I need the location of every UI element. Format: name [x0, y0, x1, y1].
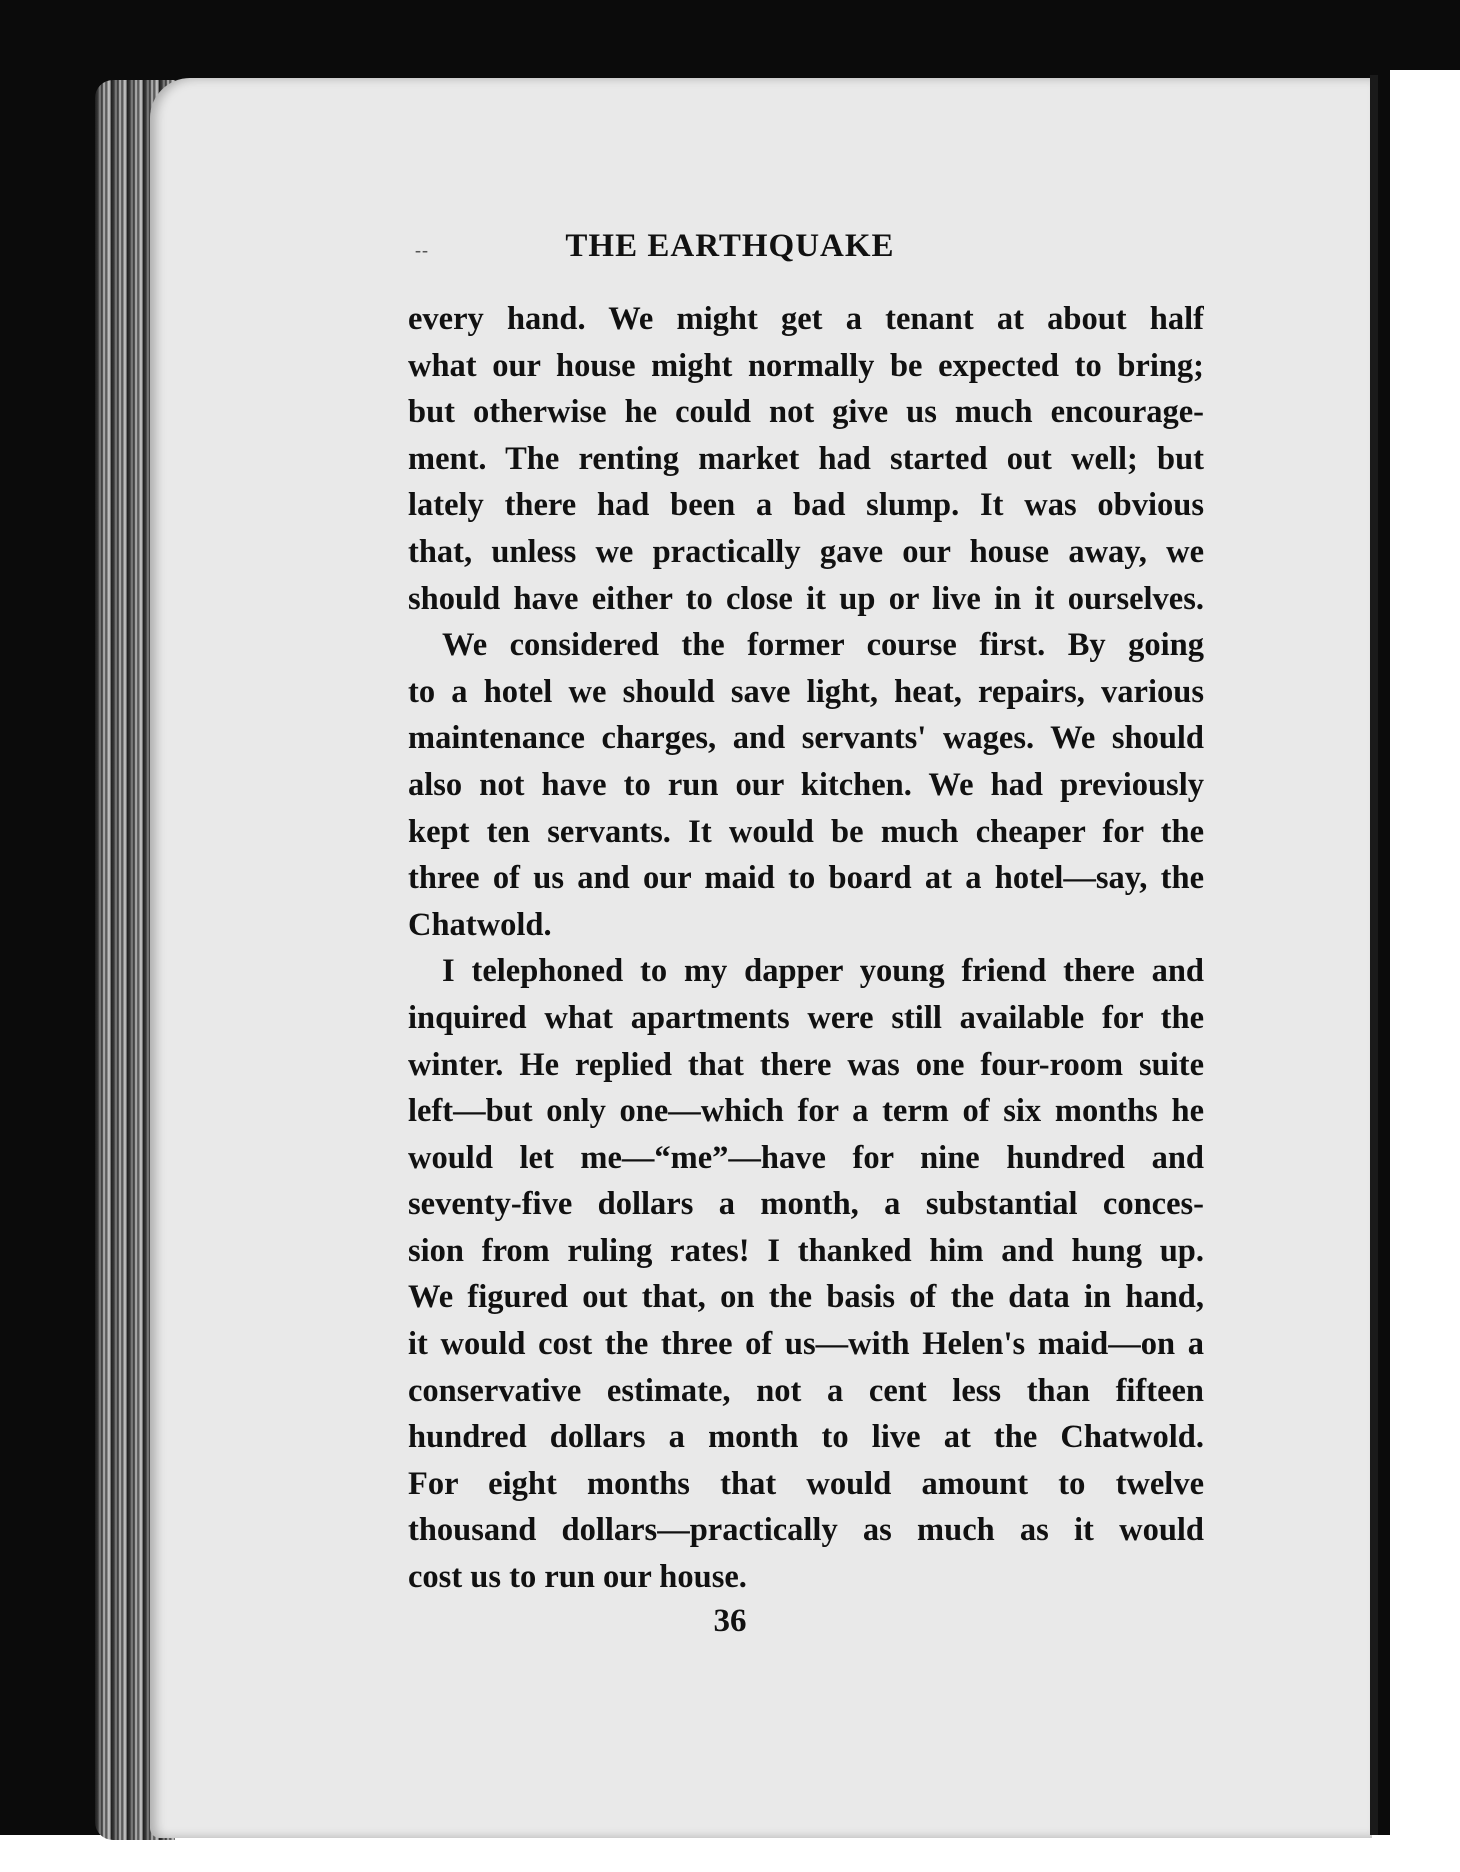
text-line: every hand. We might get a tenant at about half	[408, 301, 1204, 337]
text-line: seventy-five dollars a month, a substantial conces-	[408, 1186, 1204, 1223]
text-line: lately there had been a bad slump. It was obvious	[408, 487, 1204, 524]
text-line: I telephoned to my dapper young friend there and	[442, 953, 1204, 990]
text-line: We considered the former course first. By going	[442, 627, 1204, 664]
text-line: cost us to run our house.	[408, 1559, 747, 1596]
header-dash-mark: --	[415, 240, 429, 260]
text-line: left—but only one—which for a term of six months he	[408, 1093, 1204, 1130]
running-header	[0, 228, 1460, 265]
page-gutter-line	[1370, 75, 1378, 1835]
text-line: should have either to close it up or live in it ourselves.	[408, 580, 1204, 617]
scan-margin-bottom	[0, 1835, 1460, 1872]
text-line: maintenance charges, and servants' wages. We should	[408, 720, 1204, 757]
scan-margin-right	[1390, 70, 1460, 1872]
text-line: Chatwold.	[408, 906, 552, 943]
text-line: three of us and our maid to board at a hotel—say, the	[408, 860, 1204, 897]
text-line: ment. The renting market had started out well; but	[408, 440, 1204, 477]
text-line: what our house might normally be expected to bring;	[408, 347, 1204, 384]
running-title: THE EARTHQUAKE	[565, 228, 895, 264]
page-number: 36	[713, 1603, 747, 1639]
text-line: thousand dollars—practically as much as it would	[408, 1512, 1204, 1549]
text-line: kept ten servants. It would be much cheaper for the	[408, 813, 1204, 850]
text-line: We figured out that, on the basis of the data in hand,	[408, 1279, 1204, 1316]
text-line: inquired what apartments were still available for the	[408, 999, 1204, 1036]
text-line: sion from ruling rates! I thanked him and hung up.	[408, 1232, 1204, 1269]
text-line: would let me—“me”—have for nine hundred and	[408, 1139, 1204, 1176]
text-line: but otherwise he could not give us much encourage-	[408, 394, 1204, 431]
text-line: conservative estimate, not a cent less than fifteen	[408, 1372, 1204, 1409]
text-line: it would cost the three of us—with Helen's maid—on a	[408, 1326, 1204, 1363]
text-line: winter. He replied that there was one four-room suite	[408, 1046, 1204, 1083]
text-line: also not have to run our kitchen. We had previously	[408, 766, 1204, 803]
body-text	[408, 296, 1204, 1601]
text-line: that, unless we practically gave our house away, we	[408, 533, 1204, 570]
text-line: For eight months that would amount to twelve	[408, 1465, 1204, 1502]
text-line: to a hotel we should save light, heat, repairs, various	[408, 673, 1204, 710]
text-line: hundred dollars a month to live at the Chatwold.	[408, 1419, 1204, 1456]
